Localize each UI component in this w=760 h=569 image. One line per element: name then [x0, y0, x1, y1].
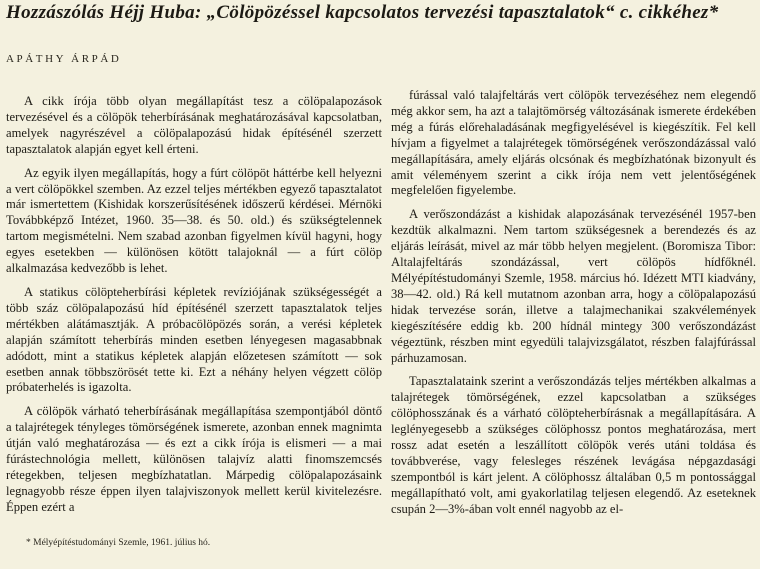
paragraph: Az egyik ilyen megállapítás, hogy a fúrt cölöpöt háttérbe kell helyezni a vert cölöpökkel szemben. Az ezzel teljes mértékben egyező tapasztalatot már ismertettem (Kishidak korszerűsítésének időszerű kérdései. Mérnöki Továbbképző Intézet, 1960. 35—38. és 50. old.) és szükségtelennek tartom megismételni. Nem szabad azonban figyelmen kívül hagyni, hogy egyes esetekben — különösen kötött talajoknál — a fúrt cölöp alkalmazása kedvezőbb is lehet. [6, 165, 382, 276]
article-author: APÁTHY ÁRPÁD [6, 53, 122, 65]
left-column [6, 94, 382, 516]
paragraph: A cölöpök várható teherbírásának megállapítása szempontjából döntő a talajrétegek tényleges tömörségének ismerete, azonban ennek magnimta útján való meghatározása — és ezt a cikk írója is elismeri — a mai fúrástechnológia mellett, különösen talajvíz alatti finomszemcsés rétegekben, teljesen megbízhatatlan. Márpedig cölöpalapozásaink legnagyobb része éppen ilyen talajviszonyok mellett kerül kivitelezésre. Éppen ezért a [6, 404, 382, 514]
paragraph: A statikus cölöpteherbírási képletek revíziójának szükségességét a több száz cölöpalapozású híd építésénél szerzett tapasztalatok teljes mértékben alátámasztják. A próbacölöpözés során, a verési képletek alapján számított teherbírás minden esetben lényegesen magasabbnak adódott, mint a statikus képletek alapján előzetesen számított — sok esetben annak többszörösét tette ki. Ezt a néhány helyen végzett cölöp próbaterhelés is igazolta. [6, 284, 382, 395]
right-column [391, 88, 756, 518]
paragraph: Tapasztalataink szerint a verőszondázás teljes mértékben alkalmas a talajrétegek tömörségének, ezzel kapcsolatban a szükséges cölöphosszának és a várható cölöpteherbírásnak a megállapítására. A leglényegesebb a szükséges cölöphossz pontos meghatározása, mert rossz adat esetén a leszállított cölöpök verés utáni toldása és továbbverése, vagy felesleges részének levágása népgazdasági szempontból is kárt jelent. A cölöphossz általában 0,5 m pontossággal megállapítható volt, ami gyakorlatilag teljesen elegendő. Az eseteknek csupán 2—3%-ában volt ennél nagyobb az el- [391, 374, 756, 516]
footnote: * Mélyépítéstudományi Szemle, 1961. július hó. [26, 538, 211, 548]
paragraph: A cikk írója több olyan megállapítást tesz a cölöpalapozások tervezésével és a cölöpök teherbírásának meghatározásával kapcsolatban, amelyek nagyrészével a cölöpalapozású hidak építésénél szerzett tapasztalatok alapján egyet kell érteni. [6, 94, 382, 156]
article-title: Hozzászólás Héjj Huba: „Cölöpözéssel kapcsolatos tervezési tapasztalatok“ c. cikkéhez* [6, 2, 719, 23]
paragraph: A verőszondázást a kishidak alapozásának tervezésénél 1957-ben kezdtük alkalmazni. Nem tartom szükségesnek a berendezés és az eljárás leírását, mivel az már több helyen megjelent. (Boromisza Tibor: Altalajfeltárás szondázással, vert cölöpös hídfőknél. Mélyépítéstudományi Szemle, 1958. március hó. Idézett MTI kiadvány, 38—42. old.) Rá kell mutatnom azonban arra, hogy a cölöpalapozású hidak tervezése során, illetve a talajmechanikai szakvélemények kiegészítésére eddig kb. 200 hídnál mintegy 300 verőszondázást végeztünk, részben mint egyedüli talajvizsgálatot, részben falajfúrással párhuzamosan. [391, 207, 756, 365]
paragraph: fúrással való talajfeltárás vert cölöpök tervezéséhez nem elegendő még akkor sem, ha azt a talajtömörség változásának ismerete érdekében még a fúrás előrehaladásának megfigyelésével is kiegészítik. Fel kell hívjam a figyelmet a talajrétegek tömörségének verőszondázással való megállapítására, amely eljárás olcsónak és megbízhatónak bizonyult és amit véleményem szerint a cikk írója nem vett jelentőségének megfelelően figyelembe. [391, 88, 756, 198]
